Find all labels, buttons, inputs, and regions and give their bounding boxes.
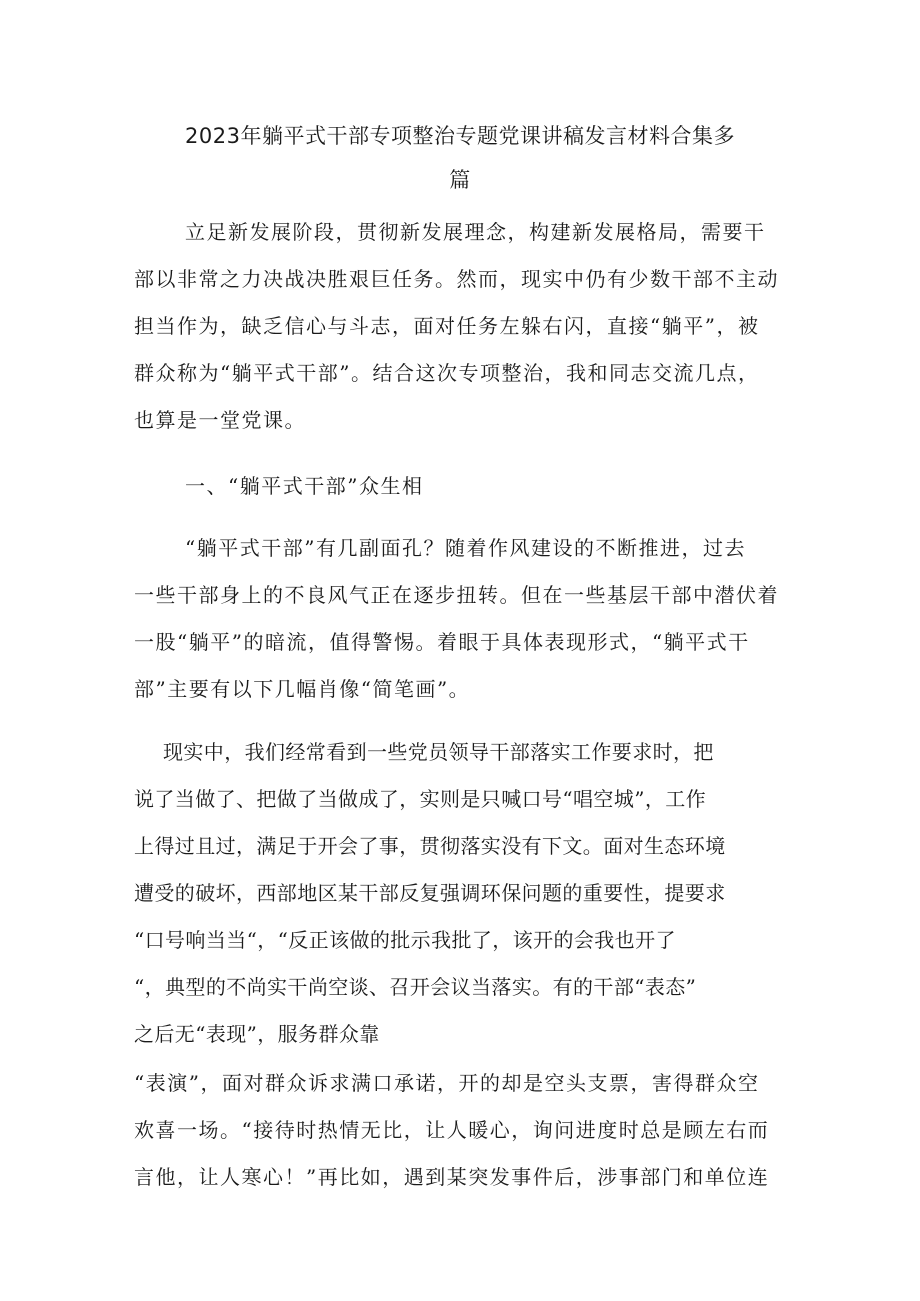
document-title-line-1: 2023年躺平式干部专项整治专题党课讲稿发言材料合集多 [185,124,735,148]
paragraph-line: 立足新发展阶段，贯彻新发展理念，构建新发展格局，需要干 [185,220,766,244]
document-title-line-2: 篇 [449,168,471,192]
paragraph-line: 遭受的破坏，西部地区某干部反复强调环保问题的重要性，提要求 [134,881,726,905]
paragraph-line: 群众称为“躺平式干部”。结合这次专项整治，我和同志交流几点， [134,361,760,385]
paragraph-line: 上得过且过，满足于开会了事，贯彻落实没有下文。面对生态环境 [134,834,726,858]
paragraph-line: 现实中，我们经常看到一些党员领导干部落实工作要求时，把 [163,740,714,764]
paragraph-line: 担当作为，缺乏信心与斗志，面对任务左躲右闪，直接“躺平”，被 [134,314,760,338]
paragraph-line: 言他，让人寒心！”再比如，遇到某突发事件后，涉事部门和单位连 [134,1165,770,1189]
paragraph-line: 也算是一堂党课。 [134,408,306,432]
section-heading: 一、“躺平式干部”众生相 [185,474,424,498]
paragraph-line: 欢喜一场。“接待时热情无比，让人暖心，询问进度时总是顾左右而 [134,1118,770,1142]
paragraph-line: 部以非常之力决战决胜艰巨任务。然而，现实中仍有少数干部不主动 [134,267,779,291]
paragraph-line: 之后无“表现”，服务群众靠 [134,1022,380,1046]
paragraph-line: 一股“躺平”的暗流，值得警惕。着眼于具体表现形式，“躺平式干 [134,630,750,654]
paragraph-line: “，典型的不尚实干尚空谈、召开会议当落实。有的干部“表态” [134,975,697,999]
paragraph-line: 一些干部身上的不良风气正在逐步扭转。但在一些基层干部中潜伏着 [134,583,779,607]
paragraph-line: “口号响当当“，“反正该做的批示我批了，该开的会我也开了 [134,928,676,952]
paragraph-line: 部”主要有以下几幅肖像“简笔画”。 [134,677,471,701]
paragraph-line: 说了当做了、把做了当做成了，实则是只喊口号“唱空城”，工作 [134,787,707,811]
paragraph-line: “表演”，面对群众诉求满口承诺，开的却是空头支票，害得群众空 [134,1071,760,1095]
paragraph-line: “躺平式干部”有几副面孔？随着作风建设的不断推进，过去 [185,536,746,560]
